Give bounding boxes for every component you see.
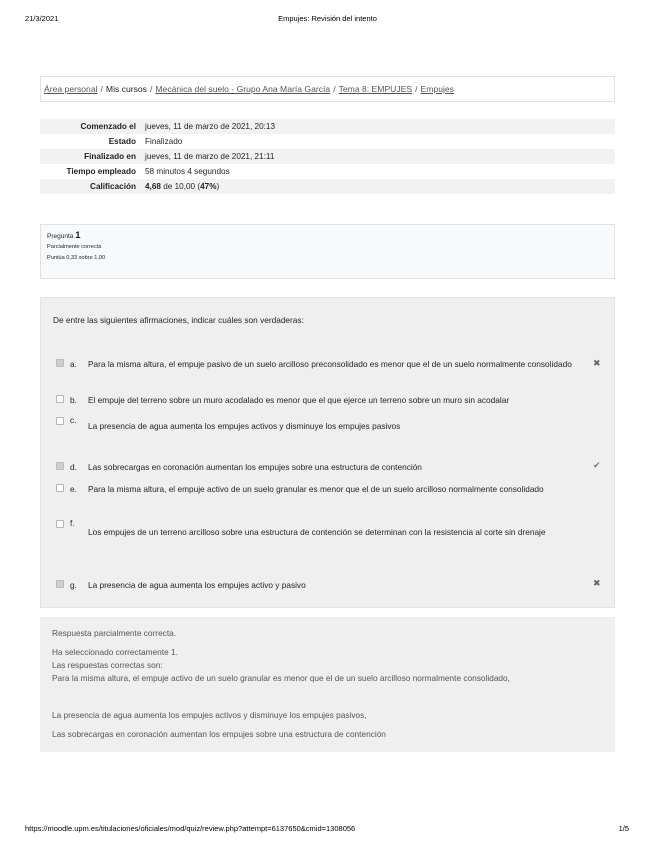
breadcrumb-mis-cursos: Mis cursos	[105, 84, 147, 94]
question-formulation	[40, 297, 615, 608]
breadcrumb-separator: /	[333, 84, 336, 94]
option-letter: d.	[70, 462, 77, 472]
option-text: Las sobrecargas en coronación aumentan los empujes sobre una estructura de contención	[88, 462, 422, 472]
option-checkbox[interactable]	[56, 580, 64, 588]
summary-value: jueves, 11 de marzo de 2021, 21:11	[141, 149, 615, 164]
option-letter: a.	[70, 359, 77, 369]
option-checkbox[interactable]	[56, 462, 64, 470]
breadcrumb-area-personal[interactable]: Área personal	[44, 84, 98, 94]
summary-value: Finalizado	[141, 134, 615, 149]
print-url: https://moodle.upm.es/titulaciones/oficiales/mod/quiz/review.php?attempt=6137650&cmid=1308056	[25, 824, 356, 833]
summary-label: Estado	[40, 134, 141, 149]
option-text: Los empujes de un terreno arcilloso sobre una estructura de contención se determinan con la resistencia al corte sin drenaje	[88, 527, 546, 537]
option-letter: b.	[70, 395, 77, 405]
breadcrumb-quiz[interactable]: Empujes	[420, 84, 454, 94]
grade-percent: 47%	[200, 182, 217, 191]
option-letter: c.	[70, 415, 77, 425]
feedback-correct-intro: Las respuestas correctas son:	[52, 660, 163, 670]
feedback-correct-answer: Para la misma altura, el empuje activo de un suelo granular es menor que el de un suelo arcilloso normalmente consolidado,	[52, 673, 510, 683]
option-checkbox[interactable]	[56, 484, 64, 492]
summary-value: 58 minutos 4 segundos	[141, 164, 615, 179]
breadcrumb-separator: /	[415, 84, 418, 94]
summary-label: Comenzado el	[40, 119, 141, 134]
summary-row-started	[40, 119, 615, 134]
option-text: La presencia de agua aumenta los empujes activo y pasivo	[88, 580, 306, 590]
print-title: Empujes: Revisión del intento	[278, 14, 377, 23]
summary-label: Calificación	[40, 179, 141, 194]
option-letter: f.	[70, 518, 75, 528]
question-number	[47, 230, 608, 242]
breadcrumb-separator: /	[149, 84, 153, 94]
incorrect-icon: ✖	[593, 358, 601, 368]
grade-score: 4,68	[145, 182, 161, 191]
summary-row-finished	[40, 149, 615, 164]
breadcrumb-topic[interactable]: Tema 8: EMPUJES	[338, 84, 413, 94]
summary-label: Tiempo empleado	[40, 164, 141, 179]
print-page-number: 1/5	[618, 824, 629, 833]
feedback-correct-answer: La presencia de agua aumenta los empujes activos y disminuye los empujes pasivos,	[52, 710, 367, 720]
option-text: La presencia de agua aumenta los empujes activos y disminuye los empujes pasivos	[88, 421, 401, 431]
feedback-selected: Ha seleccionado correctamente 1.	[52, 647, 178, 657]
summary-value: jueves, 11 de marzo de 2021, 20:13	[141, 119, 615, 134]
breadcrumb	[40, 76, 615, 102]
summary-label: Finalizado en	[40, 149, 141, 164]
question-number-label: Pregunta	[47, 233, 74, 240]
option-letter: g.	[70, 580, 77, 590]
option-checkbox[interactable]	[56, 417, 64, 425]
correct-icon: ✔	[593, 460, 601, 470]
option-text: El empuje del terreno sobre un muro acodalado es menor que el que ejerce un terreno sobre un muro sin acodalar	[88, 395, 510, 405]
incorrect-icon: ✖	[593, 578, 601, 588]
feedback-correct-answer: Las sobrecargas en coronación aumentan los empujes sobre una estructura de contención	[52, 729, 386, 739]
question-text: De entre las siguientes afirmaciones, indicar cuáles son verdaderas:	[53, 315, 304, 325]
question-feedback	[40, 617, 615, 752]
summary-value-grade	[141, 179, 615, 194]
option-letter: e.	[70, 484, 77, 494]
grade-out-of: de 10,00 (	[160, 182, 201, 191]
option-checkbox[interactable]	[56, 359, 64, 367]
question-number-value: 1	[75, 230, 81, 241]
option-checkbox[interactable]	[56, 520, 64, 528]
summary-row-grade	[40, 179, 615, 194]
breadcrumb-course[interactable]: Mecánica del suelo - Grupo Ana María García	[155, 84, 331, 94]
breadcrumb-separator: /	[100, 84, 103, 94]
summary-row-time	[40, 164, 615, 179]
summary-row-state	[40, 134, 615, 149]
attempt-summary-table	[40, 119, 615, 194]
question-info-box	[40, 224, 615, 279]
question-grade: Puntúa 0,33 sobre 1,00	[47, 255, 106, 261]
question-state: Parcialmente correcta	[47, 244, 102, 250]
feedback-general: Respuesta parcialmente correcta.	[52, 628, 177, 638]
print-date: 21/3/2021	[25, 14, 59, 23]
option-checkbox[interactable]	[56, 395, 64, 403]
option-text: Para la misma altura, el empuje pasivo de un suelo arcilloso preconsolidado es menor que el de un suelo normalmente consolidado	[88, 359, 572, 369]
grade-close: )	[216, 182, 220, 191]
option-text: Para la misma altura, el empuje activo de un suelo granular es menor que el de un suelo arcilloso normalmente consolidado	[88, 484, 544, 494]
